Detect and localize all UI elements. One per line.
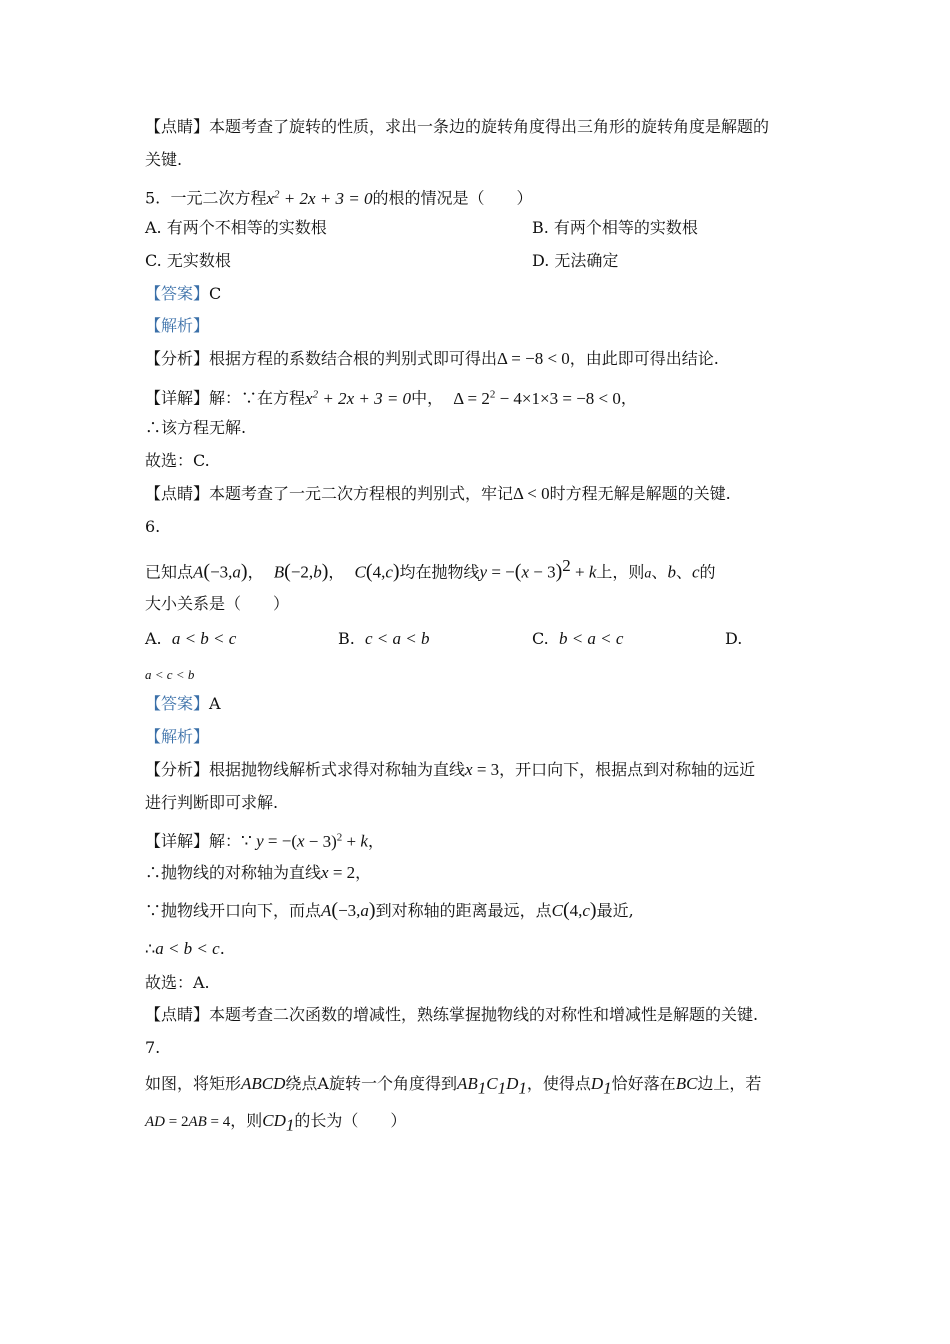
answer-tag: 【答案】 [145, 284, 210, 303]
q5-choose: 故选：C. [145, 451, 210, 470]
q5-delta-expr: Δ = −8 < 0 [497, 349, 570, 368]
q6-option-c: C. b < a < c [532, 629, 624, 648]
q5-equation-2: $x^2 + 2x + 3 = 0$ [305, 388, 412, 408]
q5-options-row-2 [145, 251, 810, 271]
q6-option-a: A. a < b < c [145, 629, 237, 648]
q5-dianjing: 【点睛】本题考查了一元二次方程根的判别式，牢记Δ < 0时方程无解是解题的关键. [145, 484, 731, 503]
q5-analysis-tag: 【解析】 [145, 316, 210, 335]
q7-stem-line-2: AD = 2AB = 4，则$CD_1$的长为（ ） [145, 1111, 407, 1135]
q6-option-d-value: a < c < b [145, 667, 195, 682]
q6-fenxi-line-2: 进行判断即可求解. [145, 793, 279, 812]
q6-open-line: ∵抛物线开口向下，而点A(−3,a)到对称轴的距离最远，点C(4,c)最近, [145, 899, 634, 921]
q6-fenxi: 【分析】根据抛物线解析式求得对称轴为直线x = 3，开口向下，根据点到对称轴的远近 [145, 760, 756, 779]
q6-answer: 【答案】A [145, 694, 221, 713]
q5-option-a: A. 有两个不相等的实数根 [145, 218, 327, 237]
q6-axis-line: ∴抛物线的对称轴为直线x = 2， [145, 863, 372, 882]
q5-delta-calc: $\Delta = 2^2 - 4\times 1\times 3 = -8 < 0$ [453, 388, 621, 408]
q5-answer: 【答案】C [145, 284, 222, 303]
q6-stem-line-2: 大小关系是（ ） [145, 594, 290, 613]
q6-dianjing: 【点睛】本题考查二次函数的增减性，熟练掌握抛物线的对称性和增减性是解题的关键. [145, 1005, 759, 1024]
q6-xiangjie: 【详解】解：∵ $y = -(x - 3)^2 + k$， [145, 831, 384, 851]
q6-choose: 故选：A. [145, 973, 210, 992]
q7-stem: 如图，将矩形ABCD绕点A旋转一个角度得到$AB_1C_1D_1$，使得点$D_1$恰好落在BC边上，若 [145, 1074, 762, 1098]
q7-number: 7. [145, 1038, 161, 1057]
q5-stem: 5. 一元二次方程$x^2 + 2x + 3 = 0$的根的情况是（ ） [145, 188, 533, 208]
q5-option-b: B. 有两个相等的实数根 [532, 218, 698, 237]
q5-options-row-1 [145, 218, 810, 238]
q5-option-c: C. 无实数根 [145, 251, 231, 270]
q5-xiangjie: 【详解】解：∵在方程$x^2 + 2x + 3 = 0$中， $\Delta = 2^2 - 4\times 1\times 3 = -8 < 0$， [145, 388, 637, 408]
q6-analysis-tag: 【解析】 [145, 727, 210, 746]
q6-number: 6. [145, 517, 161, 536]
q5-equation: $x^2 + 2x + 3 = 0$ [266, 188, 373, 208]
q5-option-d: D. 无法确定 [532, 251, 619, 270]
q5-fenxi: 【分析】根据方程的系数结合根的判别式即可得出Δ = −8 < 0，由此即可得出结论. [145, 349, 719, 368]
dianjing-tag: 【点睛】 [145, 117, 210, 136]
q5-conclusion: ∴该方程无解. [145, 418, 247, 437]
q4-dianjing-line-2: 关键. [145, 150, 183, 169]
q4-dianjing-line-1: 【点睛】本题考查了旋转的性质，求出一条边的旋转角度得出三角形的旋转角度是解题的 [145, 117, 770, 136]
q6-therefore: ∴a < b < c. [145, 939, 225, 958]
q6-stem: 已知点A(−3,a)， B(−2,b)， C(4,c)均在抛物线$y = -(x - 3)^2 + k$上，则a、b、c的 [145, 556, 716, 583]
q6-option-d: D. [725, 629, 743, 648]
q6-option-b: B. c < a < b [338, 629, 430, 648]
